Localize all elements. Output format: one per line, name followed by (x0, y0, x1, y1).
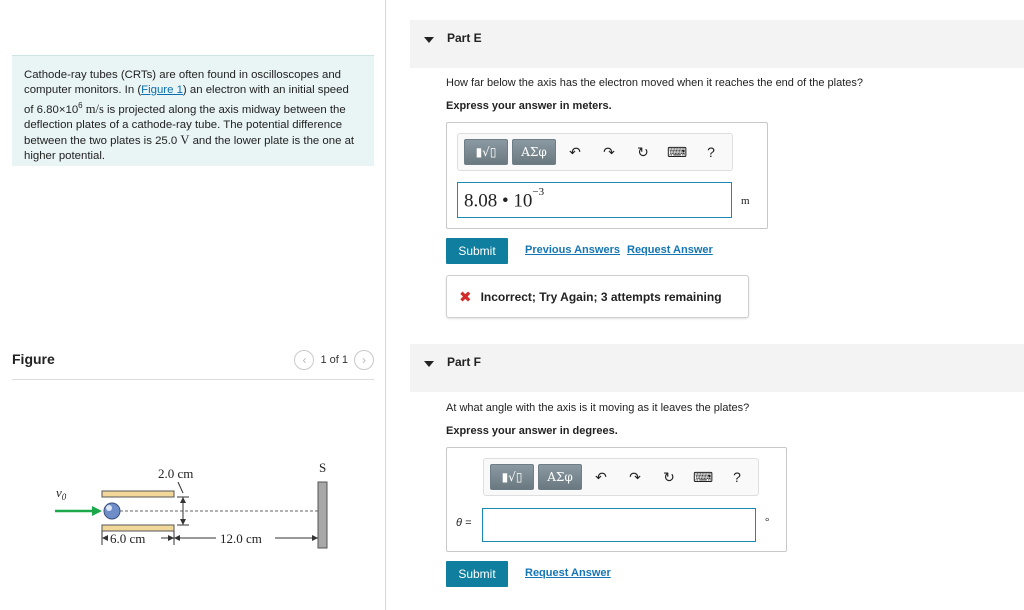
feedback-message: Incorrect; Try Again; 3 attempts remaining (480, 289, 722, 304)
part-f-header[interactable] (410, 344, 1024, 392)
problem-text: deflection plates of a cathode-ray tube. The potential difference (24, 118, 343, 131)
problem-text: Cathode-ray tubes (CRTs) are often found in oscilloscopes and (24, 69, 342, 81)
answer-exponent: −3 (532, 186, 545, 198)
undo-icon: ↶ (569, 143, 581, 160)
chevron-right-icon: › (362, 353, 366, 367)
figure-pager (294, 350, 374, 370)
upper-plate (102, 491, 174, 497)
figure-link[interactable]: Figure 1 (141, 84, 183, 96)
problem-text: is projected along the axis midway between the (103, 103, 346, 116)
prev-figure-button[interactable] (294, 350, 314, 370)
reset-icon: ↻ (663, 468, 675, 485)
symbols-button[interactable] (538, 464, 582, 490)
help-button[interactable] (722, 464, 752, 490)
symbols-icon: ΑΣφ (547, 470, 573, 484)
distance-arrow-right (312, 535, 318, 541)
redo-icon: ↷ (603, 143, 615, 160)
screen (318, 482, 327, 548)
part-f-question: At what angle with the axis is it moving as it leaves the plates? (446, 402, 750, 414)
problem-statement (12, 55, 374, 166)
help-button[interactable] (696, 139, 726, 165)
keyboard-button[interactable] (662, 139, 692, 165)
crt-diagram (40, 455, 340, 555)
symbols-icon: ΑΣφ (521, 145, 547, 159)
figure-title: Figure (12, 351, 55, 367)
undo-icon: ↶ (595, 468, 607, 485)
next-figure-button[interactable] (354, 350, 374, 370)
part-e-instruction: Express your answer in meters. (446, 100, 612, 112)
caret-down-icon (424, 37, 434, 43)
part-e-submit-button[interactable]: Submit (446, 238, 508, 264)
templates-icon: ▮√▯ (501, 470, 523, 484)
plate-length-label: 6.0 cm (110, 531, 146, 546)
velocity-label: $v_0$ (56, 485, 67, 502)
electron-highlight (106, 505, 112, 511)
pager-text: 1 of 1 (320, 354, 348, 366)
distance-label: 12.0 cm (220, 531, 262, 546)
screen-label: S (319, 460, 327, 475)
problem-text: higher potential. (24, 149, 106, 162)
undo-button[interactable] (560, 139, 590, 165)
problem-text: computer monitors. In ( (24, 84, 142, 96)
spacing-leader (178, 482, 183, 493)
incorrect-x-icon: ✖ (459, 288, 472, 306)
symbols-button[interactable] (512, 139, 556, 165)
keyboard-icon: ⌨ (692, 468, 714, 485)
help-icon: ? (707, 144, 715, 160)
speed-value: of 6.80×10 (24, 103, 79, 116)
keyboard-icon: ⌨ (666, 143, 688, 160)
reset-button[interactable] (654, 464, 684, 490)
redo-button[interactable] (620, 464, 650, 490)
chevron-left-icon: ‹ (302, 353, 307, 367)
part-e-header[interactable] (410, 20, 1024, 68)
part-e-feedback (446, 275, 749, 318)
problem-text: ) an electron with an initial speed (182, 84, 349, 96)
speed-unit: m/s (85, 101, 104, 116)
templates-button[interactable] (490, 464, 534, 490)
previous-answers-link[interactable]: Previous Answers (525, 244, 620, 256)
spacing-arrow-top (180, 497, 186, 503)
velocity-arrowhead (92, 506, 102, 516)
part-e-toolbar (457, 133, 733, 171)
part-f-request-answer-link[interactable]: Request Answer (525, 567, 611, 579)
reset-button[interactable] (628, 139, 658, 165)
figure-header (12, 348, 374, 380)
theta-label: θ = (456, 517, 472, 529)
part-e-title: Part E (447, 31, 482, 45)
part-f-toolbar (483, 458, 759, 496)
part-e-answer-input[interactable] (457, 182, 732, 218)
keyboard-button[interactable] (688, 464, 718, 490)
left-panel (0, 0, 386, 610)
redo-icon: ↷ (629, 468, 641, 485)
plate-length-arrow-left (102, 535, 108, 541)
part-e-unit: m (741, 195, 750, 207)
part-f-submit-button[interactable]: Submit (446, 561, 508, 587)
plate-length-arrow-right (168, 535, 174, 541)
caret-down-icon (424, 361, 434, 367)
part-f-answer-input[interactable] (482, 508, 756, 542)
reset-icon: ↻ (637, 143, 649, 160)
spacing-label: 2.0 cm (158, 466, 194, 481)
part-f-title: Part F (447, 355, 482, 369)
part-f-instruction: Express your answer in degrees. (446, 425, 618, 437)
spacing-arrow-bottom (180, 519, 186, 525)
distance-arrow-left (174, 535, 180, 541)
templates-icon: ▮√▯ (475, 145, 497, 159)
part-e-request-answer-link[interactable]: Request Answer (627, 244, 713, 256)
part-e-answer-area (446, 122, 768, 229)
redo-button[interactable] (594, 139, 624, 165)
part-e-answer-value: 8.08 • $10^{-3}$ (464, 186, 545, 212)
undo-button[interactable] (586, 464, 616, 490)
part-f-unit: ° (765, 516, 770, 528)
voltage-unit: V (180, 132, 190, 147)
problem-text: and the lower plate is the one at (189, 134, 355, 147)
templates-button[interactable] (464, 139, 508, 165)
part-e-question: How far below the axis has the electron moved when it reaches the end of the plates? (446, 77, 864, 89)
help-icon: ? (733, 469, 741, 485)
part-f-answer-area (446, 447, 787, 552)
problem-text: between the two plates is 25.0 (24, 134, 181, 147)
speed-exponent: 6 (78, 101, 83, 110)
electron (104, 503, 120, 519)
